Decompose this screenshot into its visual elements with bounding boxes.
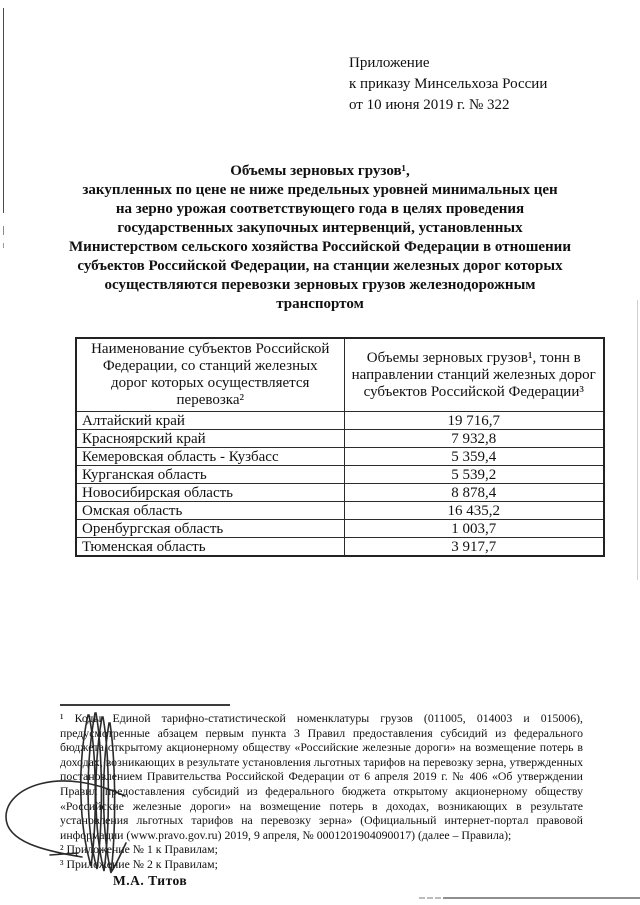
- grain-volumes-table: [75, 337, 605, 557]
- appendix-header-line: от 10 июня 2019 г. № 322: [349, 97, 510, 113]
- table-row: [76, 430, 604, 448]
- volume-cell: 5 539,2: [344, 466, 604, 484]
- left-edge-scan-dash: [3, 243, 4, 248]
- bottom-scan-dashes: [419, 897, 441, 899]
- table-row: [76, 448, 604, 466]
- region-cell: Тюменская область: [76, 538, 344, 557]
- bottom-scan-line: [443, 897, 640, 899]
- document-title-line: осуществляются перевозки зерновых грузов железнодорожным: [104, 277, 536, 293]
- appendix-header: [349, 53, 547, 116]
- table-header-row: [76, 338, 604, 412]
- volume-cell: 7 932,8: [344, 430, 604, 448]
- volume-cell: 19 716,7: [344, 412, 604, 430]
- appendix-header-line: Приложение: [349, 55, 430, 71]
- appendix-header-line: к приказу Минсельхоза России: [349, 76, 548, 92]
- region-cell: Оренбургская область: [76, 520, 344, 538]
- volume-cell: 8 878,4: [344, 484, 604, 502]
- document-title-line: государственных закупочных интервенций, установленных: [117, 220, 523, 236]
- table-body: [76, 412, 604, 557]
- document-title-line: Объемы зерновых грузов¹,: [230, 163, 410, 179]
- region-cell: Алтайский край: [76, 412, 344, 430]
- volume-cell: 3 917,7: [344, 538, 604, 557]
- footnote: ¹ Коды Единой тарифно-статистической номенклатуры грузов (011005, 014003 и 015006), предусмотренные абзацем первым пункта 3 Правил предоставления субсидий из федерального бюджета открытому акционерному обществу «Российские железные дороги» на возмещение потерь в доходах, возникающих в результате установления льготных тарифов на перевозку зерна, утвержденных постановлением Правительства Российской Федерации от 6 апреля 2019 г. № 406 «Об утверждении Правил предоставления субсидий из федерального бюджета открытому акционерному обществу «Российские железные дороги» на возмещение потерь в доходах, возникающих в результате установления льготных тарифов на перевозку зерна» (Официальный интернет-портал правовой информации (www.pravo.gov.ru) 2019, 9 апреля, № 0001201904090017) (далее – Правила);: [60, 711, 583, 842]
- left-edge-scan-dash: [3, 226, 4, 235]
- footnote-separator: [60, 704, 230, 706]
- region-cell: Кемеровская область - Кузбасс: [76, 448, 344, 466]
- table-row: [76, 520, 604, 538]
- volume-cell: 1 003,7: [344, 520, 604, 538]
- footnote: ³ Приложение № 2 к Правилам;: [60, 856, 218, 871]
- left-edge-scan-line: [3, 8, 4, 213]
- right-edge-scan-line: [637, 300, 638, 580]
- document-title-line: Министерством сельского хозяйства Российской Федерации в отношении: [69, 239, 571, 255]
- region-cell: Омская область: [76, 502, 344, 520]
- document-title-line: транспортом: [276, 296, 364, 312]
- table-row: [76, 412, 604, 430]
- table-row: [76, 484, 604, 502]
- region-cell: Курганская область: [76, 466, 344, 484]
- column-header-region: Наименование субъектов Российской Федерации, со станций железных дорог которых осуществляется перевозка²: [76, 338, 344, 412]
- volume-cell: 16 435,2: [344, 502, 604, 520]
- region-cell: Новосибирская область: [76, 484, 344, 502]
- footnote: ² Приложение № 1 к Правилам;: [60, 842, 218, 857]
- column-header-volume: Объемы зерновых грузов¹, тонн в направлении станций железных дорог субъектов Российской Федерации³: [344, 338, 604, 412]
- document-title-line: на зерно урожая соответствующего года в целях проведения: [115, 201, 525, 217]
- region-cell: Красноярский край: [76, 430, 344, 448]
- document-title-line: закупленных по цене не ниже предельных уровней минимальных цен: [82, 182, 558, 198]
- document-title-line: субъектов Российской Федерации, на станции железных дорог которых: [77, 258, 563, 274]
- footnotes: [60, 711, 583, 872]
- volume-cell: 5 359,4: [344, 448, 604, 466]
- signer-name: М.А. Титов: [113, 873, 188, 888]
- table-row: [76, 538, 604, 557]
- table-row: [76, 502, 604, 520]
- table-row: [76, 466, 604, 484]
- document-title: [40, 162, 600, 314]
